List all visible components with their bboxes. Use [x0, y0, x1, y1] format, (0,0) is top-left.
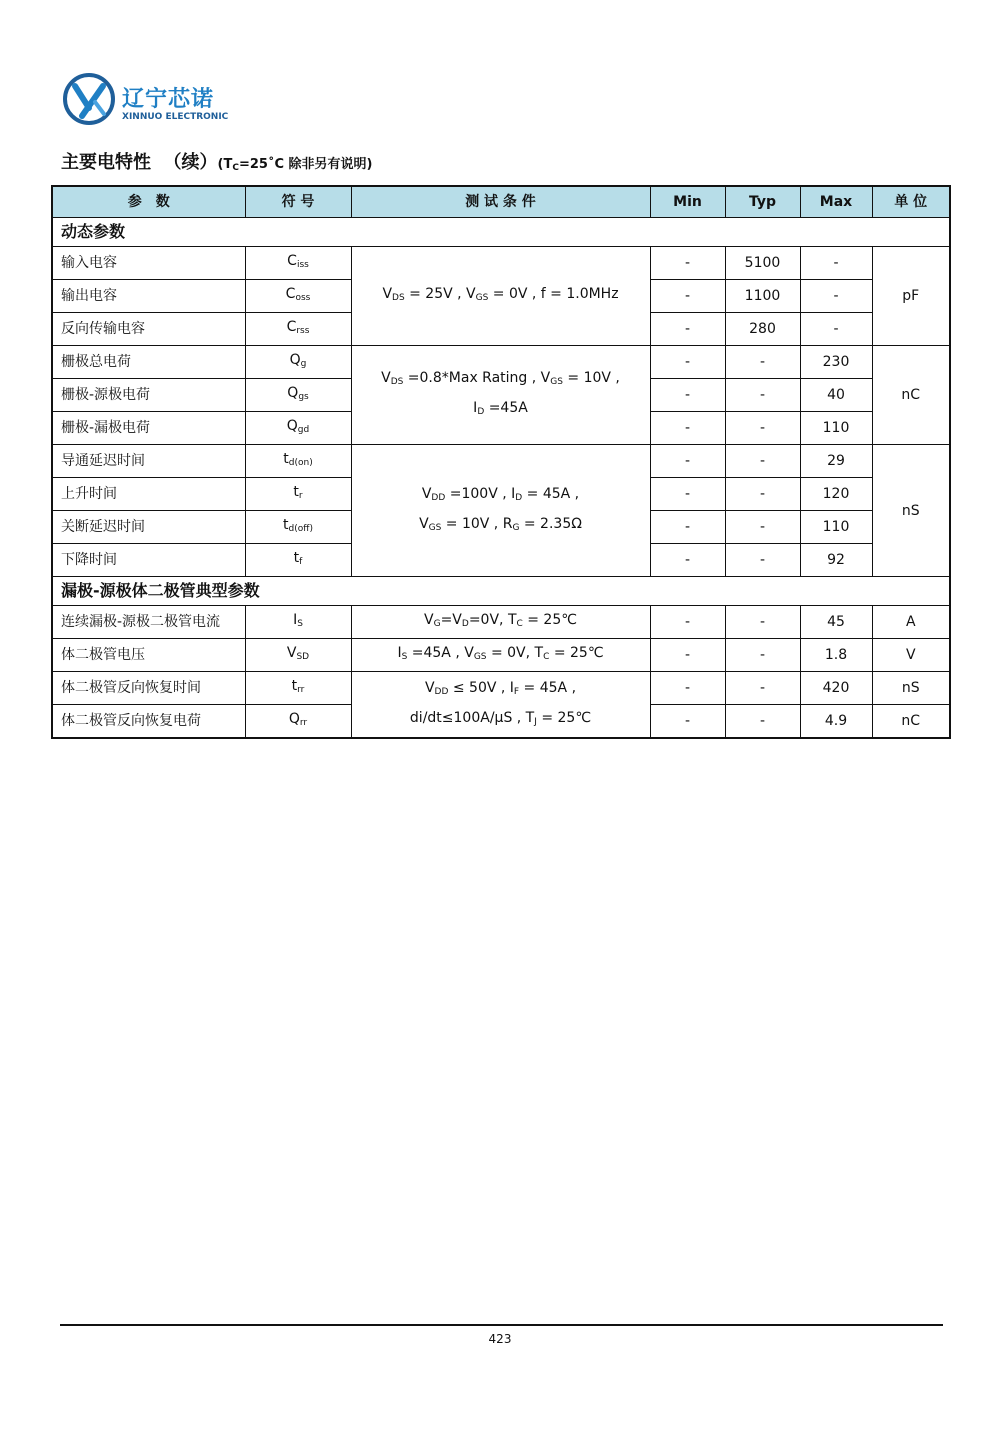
max-value: 420 [800, 672, 872, 705]
typ-value: 5100 [725, 247, 800, 280]
unit: nC [872, 346, 950, 445]
symbol: $t_{d(off)}$ [245, 511, 351, 544]
typ-value: - [725, 544, 800, 577]
typ-value: - [725, 412, 800, 445]
unit: nS [872, 445, 950, 577]
test-condition: $V_{DS} =0.8*Max$ Rating , $V_{GS} = 10V$ , $I_D =45A$ [351, 346, 650, 445]
max-value: 40 [800, 379, 872, 412]
min-value: - [650, 346, 725, 379]
table-header-row [52, 186, 950, 218]
typ-value: - [725, 639, 800, 672]
min-value: - [650, 379, 725, 412]
company-logo [62, 70, 232, 134]
param-name: 反向传输电容 [52, 313, 245, 346]
param-name: 体二极管反向恢复电荷 [52, 705, 245, 739]
test-condition: $V_{DS} = 25V$ , $V_{GS} = 0V$ , f = 1.0MHz [351, 247, 650, 346]
table-row [52, 606, 950, 639]
max-value: 45 [800, 606, 872, 639]
header-unit: 单 位 [872, 186, 950, 218]
param-name: 上升时间 [52, 478, 245, 511]
max-value: 230 [800, 346, 872, 379]
symbol: $Q_{gs}$ [245, 379, 351, 412]
table-row [52, 639, 950, 672]
symbol: $Q_g$ [245, 346, 351, 379]
max-value: 110 [800, 412, 872, 445]
test-condition: $I_S =45A$ , $V_{GS} = 0V$, $T_C$ = 25℃ [351, 639, 650, 672]
typ-value: - [725, 705, 800, 739]
typ-value: 280 [725, 313, 800, 346]
title-condition: ($T_C=25˚C$ 除非另有说明) [217, 157, 373, 173]
typ-value: 1100 [725, 280, 800, 313]
unit: V [872, 639, 950, 672]
table-row [52, 672, 950, 705]
page-title [61, 148, 372, 174]
param-name: 输入电容 [52, 247, 245, 280]
header-max: Max [800, 186, 872, 218]
section-row-diode [52, 577, 950, 606]
min-value: - [650, 511, 725, 544]
unit: nC [872, 705, 950, 739]
symbol: $C_{iss}$ [245, 247, 351, 280]
min-value: - [650, 412, 725, 445]
max-value: - [800, 313, 872, 346]
test-condition: $V_G=V_D=0V$, $T_C$ = 25℃ [351, 606, 650, 639]
min-value: - [650, 606, 725, 639]
min-value: - [650, 639, 725, 672]
test-condition: $V_{DD} =100V$ , $I_D = 45A$ , $V_{GS} = 10V$ , $R_G = 2.35\Omega$ [351, 445, 650, 577]
section-title: 漏极-源极体二极管典型参数 [52, 577, 950, 606]
page-number: 423 [488, 1332, 512, 1346]
header-param: 参 数 [52, 186, 245, 218]
max-value: 29 [800, 445, 872, 478]
param-name: 栅极-漏极电荷 [52, 412, 245, 445]
symbol: $Q_{gd}$ [245, 412, 351, 445]
unit: pF [872, 247, 950, 346]
logo-name-cn: 辽宁芯诺 [122, 87, 215, 112]
symbol: $t_f$ [245, 544, 351, 577]
param-name: 导通延迟时间 [52, 445, 245, 478]
min-value: - [650, 478, 725, 511]
symbol: $t_r$ [245, 478, 351, 511]
header-min: Min [650, 186, 725, 218]
table-row [52, 346, 950, 379]
logo-mark-icon [62, 72, 116, 126]
min-value: - [650, 445, 725, 478]
max-value: 4.9 [800, 705, 872, 739]
typ-value: - [725, 379, 800, 412]
table-row [52, 247, 950, 280]
symbol: $I_S$ [245, 606, 351, 639]
symbol: $V_{SD}$ [245, 639, 351, 672]
min-value: - [650, 544, 725, 577]
max-value: 1.8 [800, 639, 872, 672]
min-value: - [650, 313, 725, 346]
min-value: - [650, 247, 725, 280]
param-name: 关断延迟时间 [52, 511, 245, 544]
typ-value: - [725, 672, 800, 705]
symbol: $t_{rr}$ [245, 672, 351, 705]
symbol: $C_{oss}$ [245, 280, 351, 313]
logo-name-en: XINNUO ELECTRONIC [122, 112, 229, 122]
max-value: 120 [800, 478, 872, 511]
typ-value: - [725, 478, 800, 511]
max-value: 92 [800, 544, 872, 577]
typ-value: - [725, 511, 800, 544]
max-value: 110 [800, 511, 872, 544]
max-value: - [800, 247, 872, 280]
typ-value: - [725, 606, 800, 639]
param-name: 体二极管电压 [52, 639, 245, 672]
header-symbol: 符 号 [245, 186, 351, 218]
param-name: 连续漏极-源极二极管电流 [52, 606, 245, 639]
param-name: 栅极-源极电荷 [52, 379, 245, 412]
title-main: 主要电特性 [61, 152, 151, 173]
param-name: 体二极管反向恢复时间 [52, 672, 245, 705]
symbol: $t_{d(on)}$ [245, 445, 351, 478]
param-name: 下降时间 [52, 544, 245, 577]
param-name: 输出电容 [52, 280, 245, 313]
electrical-characteristics-table [51, 185, 951, 739]
unit: nS [872, 672, 950, 705]
symbol: $C_{rss}$ [245, 313, 351, 346]
test-condition: $V_{DD} \le 50V$ , $I_F = 45A$ , di/dt≤100A/μS , $T_J$ = 25℃ [351, 672, 650, 739]
section-title: 动态参数 [52, 218, 950, 247]
typ-value: - [725, 346, 800, 379]
min-value: - [650, 705, 725, 739]
section-row-dynamic [52, 218, 950, 247]
max-value: - [800, 280, 872, 313]
footer-divider [60, 1324, 943, 1326]
title-cont: （续） [163, 152, 218, 173]
min-value: - [650, 280, 725, 313]
min-value: - [650, 672, 725, 705]
header-typ: Typ [725, 186, 800, 218]
table-row [52, 445, 950, 478]
param-name: 栅极总电荷 [52, 346, 245, 379]
typ-value: - [725, 445, 800, 478]
unit: A [872, 606, 950, 639]
symbol: $Q_{rr}$ [245, 705, 351, 739]
header-condition: 测 试 条 件 [351, 186, 650, 218]
